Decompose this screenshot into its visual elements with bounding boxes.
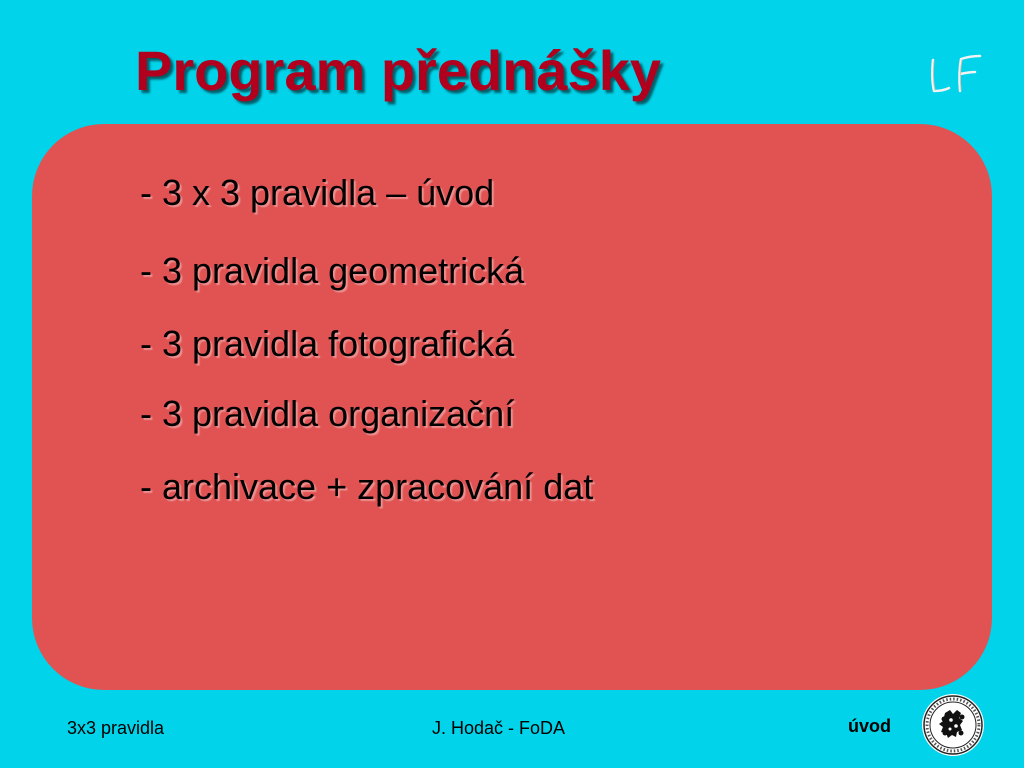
agenda-item: - 3 pravidla geometrická	[140, 250, 525, 291]
slide-title: Program přednášky	[135, 39, 661, 102]
footer-author: J. Hodač - FoDA	[432, 718, 566, 738]
footer-section: úvod	[848, 716, 891, 736]
university-seal-icon	[921, 693, 985, 757]
agenda-item: - 3 pravidla fotografická	[140, 323, 515, 364]
footer-left-text: 3x3 pravidla	[67, 718, 165, 738]
agenda-item: - archivace + zpracování dat	[140, 466, 594, 507]
agenda-item: - 3 pravidla organizační	[140, 393, 515, 434]
agenda-item: - 3 x 3 pravidla – úvod	[140, 172, 495, 213]
lf-logo-icon	[927, 50, 985, 98]
